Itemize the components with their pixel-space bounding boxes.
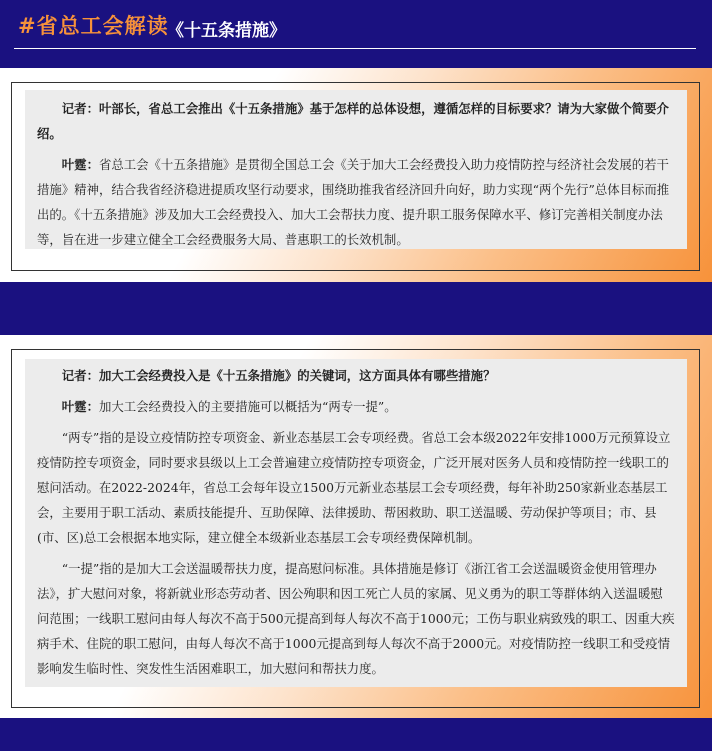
section2-paragraph-2: “两专”指的是设立疫情防控专项资金、新业态基层工会专项经费。省总工会本级2022年安排1000万元预算设立疫情防控专项资金，同时要求县级以上工会普遍建立疫情防控专项资金，广泛开展对医务人员和疫情防控一线职工的慰问活动。在2022-2024年，省总工会每年设立1500万元新业态基层工会专项经费，每年补助250家新业态基层工会，主要用于职工活动、素质技能提升、互助保障、法律援助、帮困救助、职工送温暖、劳动保护等项目；市、县(市、区)总工会根据本地实际，建立健全本级新业态基层工会专项经费保障机制。: [37, 430, 671, 545]
section2-card: [25, 359, 687, 687]
section2-panel: [0, 335, 712, 718]
section1-card: [25, 90, 687, 249]
section2-question: 记者：加大工会经费投入是《十五条措施》的关键词，这方面具体有哪些措施？: [61, 368, 496, 383]
section1-speaker: 叶霆：: [61, 157, 99, 172]
section1-question: 记者：叶部长，省总工会推出《十五条措施》基于怎样的总体设想，遵循怎样的目标要求？请为大家做个简要介绍。: [37, 101, 669, 141]
section2-speaker: 叶霆：: [61, 399, 99, 414]
section1-answer: [37, 152, 675, 252]
section1-panel: [0, 68, 712, 282]
footer-band: [0, 718, 712, 751]
section2-paragraph-3: “一提”指的是加大工会送温暖帮扶力度，提高慰问标准。具体措施是修订《浙江省工会送温暖资金使用管理办法》，扩大慰问对象，将新就业形态劳动者、因公殉职和因工死亡人员的家属、见义勇为的职工等群体纳入送温暖慰问范围；一线职工慰问由每人每次不高于500元提高到每人每次不高于1000元；工伤与职业病致残的职工、因重大疾病手术、住院的职工慰问，由每人每次不高于1000元提高到每人每次不高于2000元。对疫情防控一线职工和受疫情影响发生临时性、突发性生活困难职工，加大慰问和帮扶力度。: [37, 561, 675, 676]
header-title: #省总工会解读: [18, 14, 169, 38]
header-subtitle: 《十五条措施》: [167, 21, 286, 41]
header-divider: [14, 48, 696, 49]
section2-answer-text: 加大工会经费投入的主要措施可以概括为“两专一提”。: [98, 399, 397, 414]
page-header: [0, 0, 712, 68]
section1-answer-text: 省总工会《十五条措施》是贯彻全国总工会《关于加大工会经费投入助力疫情防控与经济社会发展的若干措施》精神，结合我省经济稳进提质攻坚行动要求，围绕助推我省经济回升向好，助力实现“两个先行”总体目标而推出的。《十五条措施》涉及加大工会经费投入、加大工会帮扶力度、提升职工服务保障水平、修订完善相关制度办法等，旨在进一步建立健全工会经费服务大局、普惠职工的长效机制。: [37, 157, 670, 247]
section2-answer: [37, 394, 675, 419]
separator-band: [0, 282, 712, 335]
